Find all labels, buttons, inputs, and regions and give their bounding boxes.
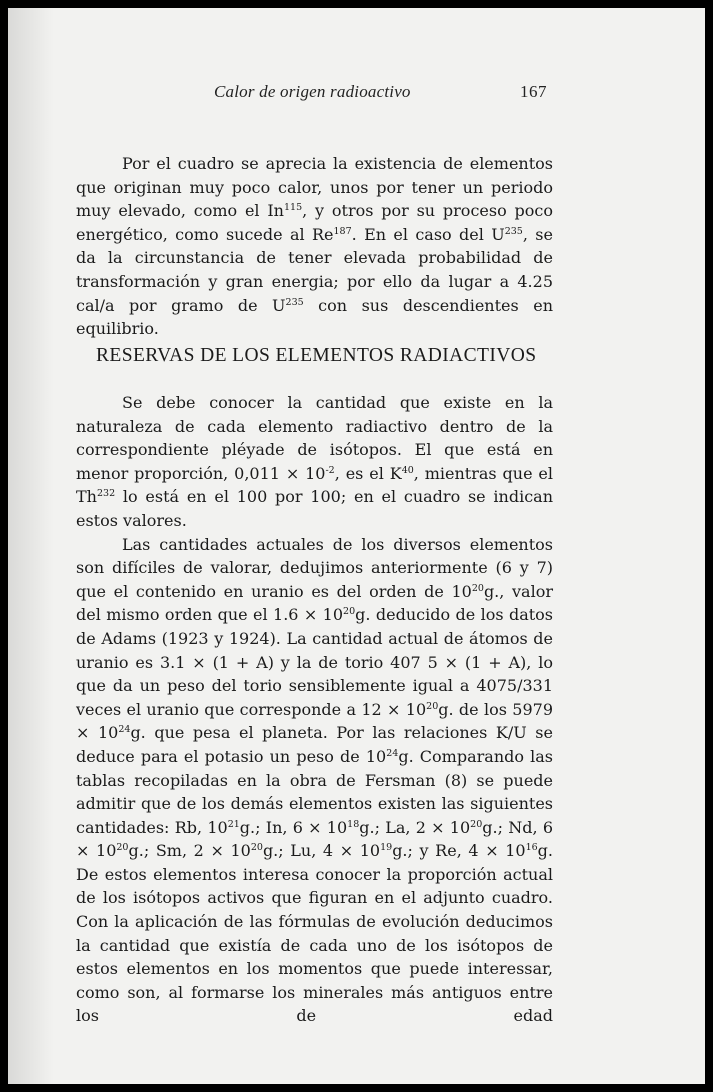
paragraph-isotope-proportion: Se debe conocer la cantidad que existe en la naturaleza de cada elemento radiactivo dentro de la correspondiente pléyade de isótopos. El que está en menor proporción, $0,011 \times 10^{-2}$, es el $K^{40}$, mientras que el Th$^{232}$ lo está en el 100 por 100; en el cuadro se indican estos valores.: [76, 393, 553, 530]
page-header: [8, 82, 705, 106]
book-page: [8, 8, 705, 1084]
body-text-block-1: [76, 152, 553, 341]
paragraph-element-quantities: Las cantidades actuales de los diversos elementos son difíciles de valorar, dedujimos anteriormente (6 y 7) que el contenido en uranio es del orden de $10^{20}g$., valor del mismo orden que el $1.6 \times 10^{20}g$. deducido de los datos de Adams (1923 y 1924). La cantidad actual de átomos de uranio es 3.1 × (1 + A) y la de torio 407 5 × (1 + A), lo que da un peso del torio sensiblemente igual a 4075/331 veces el uranio que corresponde a $12 \times 10^{20}g$. de los $5979 \times 10^{24}g$. que pesa el planeta. Por las relaciones K/U se deduce para el potasio un peso de $10^{24}g$. Comparando las tablas recopiladas en la obra de Fersman (8) se puede admitir que de los demás elementos existen las siguientes cantidades: Rb, $10^{21}g$.; In, $6 \times 10^{18}g$.; La, $2 \times 10^{20}g$.; Nd, $6 \times 10^{20}g$.; Sm, $2 \times 10^{20}g$.; Lu, $4 \times 10^{19}g$.; y Re, $4 \times 10^{16}g$. De estos elementos interesa conocer la proporción actual de los isótopos activos que figuran en el adjunto cuadro. Con la aplicación de las fórmulas de evolución deducimos la cantidad que existía de cada uno de los isótopos de estos elementos en los momentos que puede interessar, como son, al formarse los minerales más antiguos entre los de edad: [76, 534, 554, 1026]
page-number: 167: [520, 82, 547, 101]
section-heading: RESERVAS DE LOS ELEMENTOS RADIACTIVOS: [96, 345, 537, 366]
running-title: Calor de origen radioactivo: [214, 82, 411, 101]
body-text-block-2: [76, 391, 553, 1028]
paragraph-heat-table: Por el cuadro se aprecia la existencia de elementos que originan muy poco calor, unos por tener un periodo muy elevado, como el In$^{115}$, y otros por su proceso poco energético, como sucede al Re$^{187}$. En el caso del $U^{235}$, se da la circunstancia de tener elevada probabilidad de transformación y gran energia; por ello da lugar a 4.25 cal/a por gramo de $U^{235}$ con sus descendientes en equilibrio.: [76, 154, 554, 339]
